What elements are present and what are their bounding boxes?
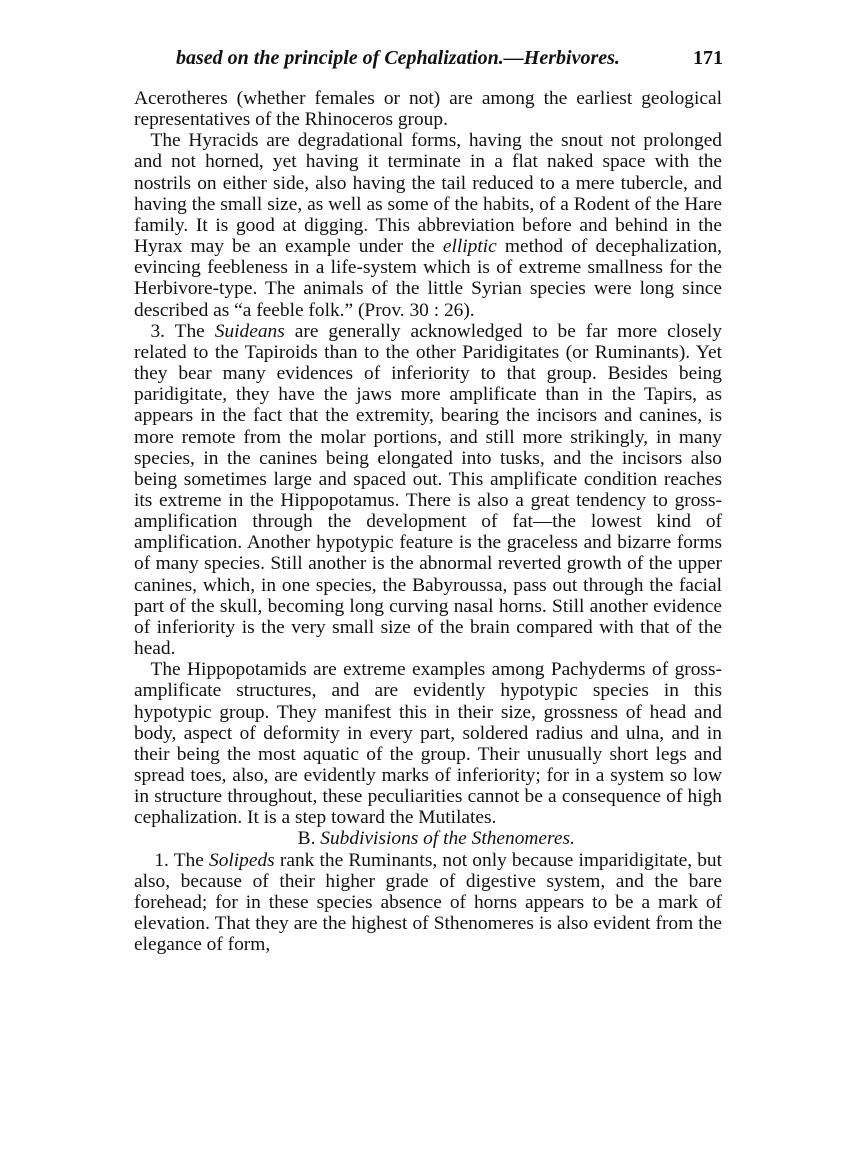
paragraph-text: method of decephalization, evincing feebleness in a life-system which is of extreme smallness for the Herbivore-type. The animals of the little Syrian species were long since described as “a feeble folk.” (Prov. 30 : 26).: [134, 236, 722, 321]
list-number: 1. The: [154, 849, 210, 871]
paragraph-solipeds: [134, 850, 722, 956]
italic-term: elliptic: [442, 236, 497, 258]
heading-prefix: B.: [297, 828, 321, 850]
paragraph-hippopotamids: The Hippopotamids are extreme examples among Pachyderms of gross-amplificate structures, and are evidently hypotypic species in this hypotypic group. They manifest this in their size, grossness of head and body, aspect of deformity in every part, soldered radius and ulna, and in their being the most aquatic of the group. Their unusually short legs and spread toes, also, are evidently marks of inferiority; for in a system so low in structure throughout, these peculiarities cannot be a consequence of high cephalization. It is a step toward the Mutilates.: [134, 659, 722, 829]
paragraph-text: rank the Ruminants, not only because imparidigitate, but also, because of their higher grade of digestive system, and the bare forehead; for in these species absence of horns appears to be a mark of elevation. That they are the highest of Sthenomeres is also evident from the elegance of form,: [134, 849, 722, 956]
paragraph-suideans: [134, 321, 722, 660]
section-heading: [134, 828, 722, 849]
italic-term: Solipeds: [209, 849, 275, 871]
body-text: [134, 88, 722, 955]
italic-term: Suideans: [214, 320, 285, 342]
page-header: [138, 44, 723, 72]
paragraph-acerotheres: Acerotheres (whether females or not) are among the earliest geological representatives of the Rhinoceros group.: [134, 88, 722, 131]
running-title: based on the principle of Cephalization.—Herbivores.: [176, 47, 620, 69]
heading-title: Subdivisions of the Sthenomeres.: [320, 828, 575, 850]
paragraph-text: The Hyracids are degradational forms, having the snout not prolonged and not horned, yet having it terminate in a flat naked space with the nostrils on either side, also having the tail reduced to a mere tubercle, and having the small size, as well as some of the habits, of a Rodent of the Hare family. It is good at digging. This abbreviation before and behind in the Hyrax may be an example under the: [134, 130, 722, 258]
page-number: 171: [693, 47, 723, 69]
list-number: 3. The: [150, 320, 215, 342]
paragraph-text: are generally acknowledged to be far more closely related to the Tapiroids than to the other Paridigitates (or Ruminants). Yet they bear many evidences of inferiority to that group. Besides being paridigitate, they have the jaws more amplificate than in the Tapirs, as appears in the fact that the extremity, bearing the incisors and canines, is more remote from the molar portions, and still more strikingly, in many species, in the canines being elongated into tusks, and the incisors also being sometimes large and spaced out. This amplificate condition reaches its extreme in the Hippopotamus. There is also a great tendency to gross-amplification through the development of fat—the lowest kind of amplification. Another hypotypic feature is the graceless and bizarre forms of many species. Still another is the abnormal reverted growth of the upper canines, which, in one species, the Babyroussa, pass out through the facial part of the skull, becoming long curving nasal horns. Still another evidence of inferiority is the very small size of the brain compared with that of the head.: [134, 320, 722, 660]
paragraph-hyracids: [134, 130, 722, 320]
